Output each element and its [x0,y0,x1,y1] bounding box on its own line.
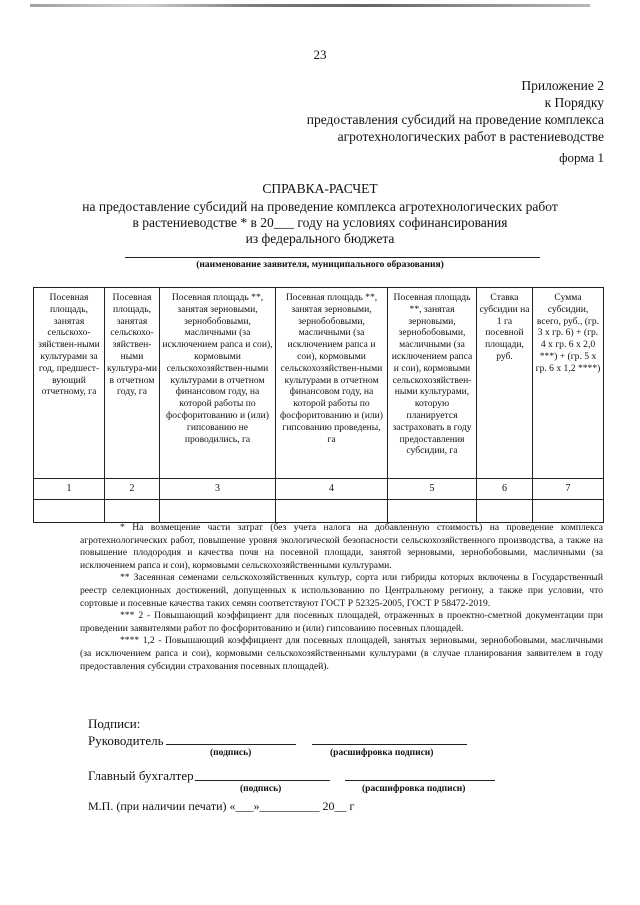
accountant-label: Главный бухгалтер [88,768,194,783]
signatures-label: Подписи: [88,716,141,731]
empty-cell[interactable] [533,500,604,523]
accountant-signature-line[interactable] [195,768,330,781]
applicant-caption: (наименование заявителя, муниципального образования) [196,260,444,270]
appendix-line: агротехнологических работ в растениеводстве [337,129,604,144]
empty-cell[interactable] [105,500,160,523]
column-number: 4 [276,479,388,500]
empty-cell[interactable] [34,500,105,523]
signature-caption: (подпись) [240,784,282,794]
page-number: 23 [313,47,327,62]
decode-caption: (расшифровка подписи) [330,748,434,758]
table-header-row [34,288,604,479]
column-number: 5 [388,479,477,500]
empty-cell[interactable] [276,500,388,523]
footnote: ** Засеянная семенами сельскохозяйственных культур, сорта или гибриды которых включены в Государственный реестр селекционных достижений, допущенных к использованию по Центральному региону, а также при условии, что сортовые и посевные качества таких семян соответствуют ГОСТ Р 52325-2005, ГОСТ Р 58472-2019. [80,572,603,609]
column-number: 3 [160,479,276,500]
column-number: 1 [34,479,105,500]
header-cell: Посевная площадь, занятая сельскохо-зяйствен-ными культура-ми в отчетном году, га [105,288,160,479]
header-cell: Посевная площадь **, занятая зерновыми, зернобобовыми, масличными (за исключением рапса и сои), кормовыми сельскохозяйствен-ными культурами в отчетном финансовом году, на которой работы по фосфоритованию и (или) гипсованию не проводились, га [160,288,276,479]
stamp-date-line: М.П. (при наличии печати) «___»__________ 20__ г [88,799,355,813]
header-cell: Посевная площадь **, занятая зерновыми, зернобобовыми, масличными (за исключением рапса и сои), кормовыми сельскохозяйствен-ными культурами в отчетном финансовом году, на которой работы по фосфоритованию и (или) гипсованию проведены, га [276,288,388,479]
footnote: **** 1,2 - Повышающий коэффициент для посевных площадей, занятых зерновыми, зернобобовыми, масличными (за исключением рапса и сои), кормовыми сельскохозяйственными культурами (в случае планирования заявителем в году предоставления субсидии страхования посевных площадей). [80,635,603,672]
title-line: из федерального бюджета [245,231,395,246]
empty-cell[interactable] [477,500,533,523]
column-number: 6 [477,479,533,500]
footnotes [80,522,603,673]
column-number-row [34,479,604,500]
calculation-table [33,287,604,523]
signature-caption: (подпись) [210,748,252,758]
empty-cell[interactable] [160,500,276,523]
form-label: форма 1 [559,150,604,165]
scan-artifact-line [30,4,590,7]
column-number: 2 [105,479,160,500]
header-cell: Посевная площадь, занятая сельскохо-зяйствен-ными культурами за год, предшест-вующий отчетному, га [34,288,105,479]
column-number: 7 [533,479,604,500]
decode-caption: (расшифровка подписи) [362,784,466,794]
title-heading: СПРАВКА-РАСЧЕТ [262,181,378,196]
title-line: на предоставление субсидий на проведение комплекса агротехнологических работ [82,199,558,214]
head-decode-line[interactable] [312,732,467,745]
accountant-decode-line[interactable] [345,768,495,781]
document-title [0,181,640,247]
appendix-line: предоставления субсидий на проведение комплекса [306,112,604,127]
title-line: в растениеводстве * в 20___ году на условиях софинансирования [132,215,508,230]
footnote: *** 2 - Повышающий коэффициент для посевных площадей, отраженных в проектно-сметной документации при проведении заявителями работ по фосфоритованию и (или) гипсованию посевных площадей. [80,610,603,634]
header-cell: Ставка субсидии на 1 га посевной площади, руб. [477,288,533,479]
head-signature-line[interactable] [166,732,296,745]
data-row-empty [34,500,604,523]
appendix-line: к Порядку [544,95,604,110]
footnote: * На возмещение части затрат (без учета налога на добавленную стоимость) на проведение комплекса агротехнологических работ, повышение уровня экологической безопасности сельскохозяйственного производства, а также на повышение плодородия и качества почв на посевной площади, занятой зерновыми, зернобобовыми, масличными (за исключением рапса и сои), кормовыми сельскохозяйственными культурами. [80,522,603,571]
header-cell: Посевная площадь **, занятая зерновыми, зернобобовыми, масличными (за исключением рапса и сои), кормовыми сельскохозяйствен-ными культурами, которую планируется застраховать в году предоставления субсидии, га [388,288,477,479]
applicant-name-line [125,257,540,258]
appendix-block [307,77,604,145]
head-label: Руководитель [88,733,164,748]
appendix-line: Приложение 2 [521,78,604,93]
header-cell: Сумма субсидии, всего, руб., (гр. 3 x гр. 6) + (гр. 4 x гр. 6 x 2,0 ***) + (гр. 5 x гр. 6 x 1,2 ****) [533,288,604,479]
empty-cell[interactable] [388,500,477,523]
